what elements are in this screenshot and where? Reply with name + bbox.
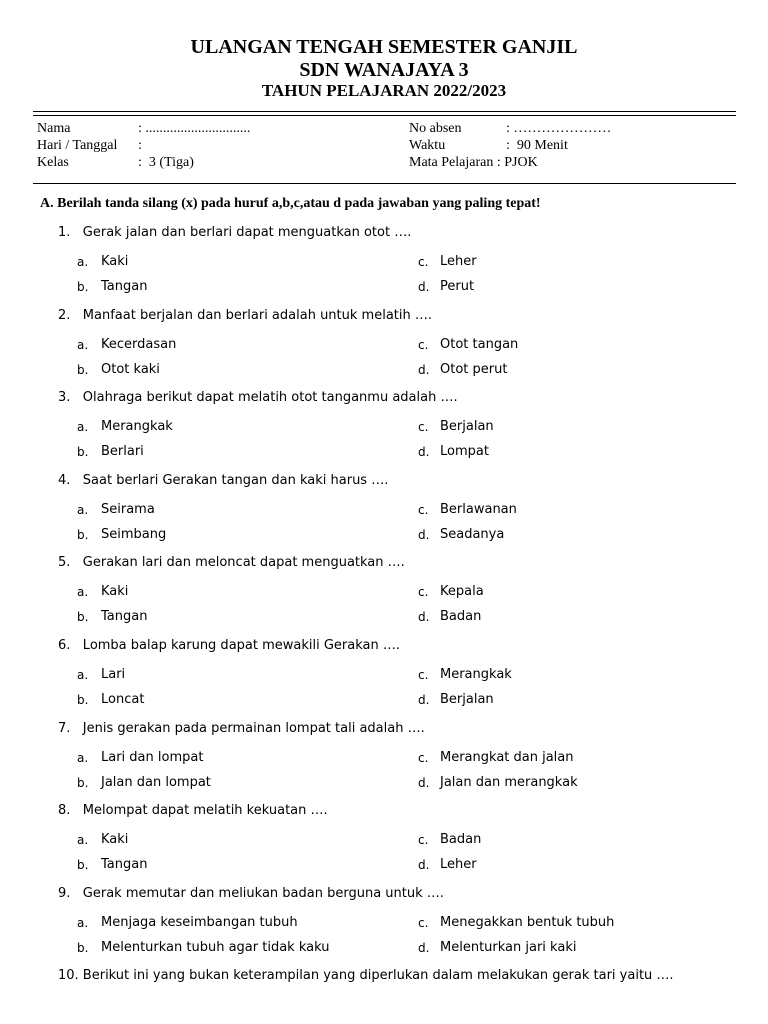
option-d[interactable]: Badan (440, 609, 482, 624)
header-divider-top (33, 111, 736, 112)
question-text: 9. Gerak memutar dan meliukan badan berguna untuk …. (58, 886, 444, 901)
option-b[interactable]: Jalan dan lompat (101, 775, 211, 790)
option-b[interactable]: Tangan (101, 279, 148, 294)
option-letter-b[interactable]: b. (77, 528, 89, 542)
option-letter-b[interactable]: b. (77, 693, 89, 707)
option-b[interactable]: Otot kaki (101, 362, 160, 377)
nama-field[interactable]: : .............................. (138, 121, 251, 136)
question-text: 7. Jenis gerakan pada permainan lompat tali adalah …. (58, 721, 425, 736)
option-b[interactable]: Berlari (101, 444, 144, 459)
option-letter-d[interactable]: d. (418, 280, 430, 294)
academic-year: TAHUN PELAJARAN 2022/2023 (261, 81, 507, 100)
option-letter-b[interactable]: b. (77, 858, 89, 872)
option-letter-b[interactable]: b. (77, 445, 89, 459)
waktu-value: : 90 Menit (506, 138, 568, 153)
question-text: 8. Melompat dapat melatih kekuatan …. (58, 803, 328, 818)
option-letter-c[interactable]: c. (418, 503, 429, 517)
option-letter-b[interactable]: b. (77, 363, 89, 377)
school-name: SDN WANAJAYA 3 (299, 59, 469, 81)
option-d[interactable]: Melenturkan jari kaki (440, 940, 577, 955)
nama-label: Nama (37, 121, 71, 136)
option-b[interactable]: Seimbang (101, 527, 167, 542)
question-text: 3. Olahraga berikut dapat melatih otot tanganmu adalah …. (58, 390, 458, 405)
section-a-instruction: A. Berilah tanda silang (x) pada huruf a,b,c,atau d pada jawaban yang paling tepat! (40, 196, 541, 211)
option-a[interactable]: Lari dan lompat (101, 750, 204, 765)
option-letter-b[interactable]: b. (77, 941, 89, 955)
option-b[interactable]: Tangan (101, 857, 148, 872)
option-letter-c[interactable]: c. (418, 255, 429, 269)
option-letter-a[interactable]: a. (77, 255, 89, 269)
hari-tanggal-field[interactable]: : (138, 138, 142, 153)
option-a[interactable]: Kaki (101, 584, 129, 599)
question-text: 6. Lomba balap karung dapat mewakili Gerakan …. (58, 638, 401, 653)
option-letter-c[interactable]: c. (418, 751, 429, 765)
option-c[interactable]: Otot tangan (440, 337, 519, 352)
question-text: 5. Gerakan lari dan meloncat dapat menguatkan …. (58, 555, 405, 570)
no-absen-label: No absen (409, 121, 462, 136)
no-absen-field[interactable]: : ………………… (506, 121, 612, 136)
option-a[interactable]: Menjaga keseimbangan tubuh (101, 915, 298, 930)
option-letter-d[interactable]: d. (418, 363, 430, 377)
option-letter-d[interactable]: d. (418, 528, 430, 542)
option-c[interactable]: Berlawanan (440, 502, 517, 517)
option-letter-a[interactable]: a. (77, 503, 89, 517)
option-d[interactable]: Seadanya (440, 527, 505, 542)
hari-tanggal-label: Hari / Tanggal (37, 138, 118, 153)
option-letter-d[interactable]: d. (418, 941, 430, 955)
option-letter-c[interactable]: c. (418, 585, 429, 599)
option-a[interactable]: Kaki (101, 254, 129, 269)
option-d[interactable]: Berjalan (440, 692, 494, 707)
option-letter-d[interactable]: d. (418, 693, 430, 707)
option-c[interactable]: Merangkak (440, 667, 512, 682)
option-letter-a[interactable]: a. (77, 338, 89, 352)
mata-pelajaran: Mata Pelajaran : PJOK (409, 155, 538, 170)
option-letter-d[interactable]: d. (418, 858, 430, 872)
option-letter-b[interactable]: b. (77, 610, 89, 624)
option-letter-c[interactable]: c. (418, 420, 429, 434)
option-b[interactable]: Melenturkan tubuh agar tidak kaku (101, 940, 330, 955)
kelas-value: : 3 (Tiga) (138, 155, 194, 170)
option-letter-d[interactable]: d. (418, 776, 430, 790)
question-text: 1. Gerak jalan dan berlari dapat menguatkan otot …. (58, 225, 412, 240)
question-text: 2. Manfaat berjalan dan berlari adalah untuk melatih …. (58, 308, 432, 323)
option-b[interactable]: Loncat (101, 692, 145, 707)
option-c[interactable]: Badan (440, 832, 482, 847)
option-d[interactable]: Jalan dan merangkak (440, 775, 578, 790)
option-d[interactable]: Otot perut (440, 362, 508, 377)
option-letter-b[interactable]: b. (77, 280, 89, 294)
option-letter-d[interactable]: d. (418, 610, 430, 624)
option-a[interactable]: Merangkak (101, 419, 173, 434)
option-d[interactable]: Lompat (440, 444, 489, 459)
option-letter-d[interactable]: d. (418, 445, 430, 459)
option-c[interactable]: Menegakkan bentuk tubuh (440, 915, 615, 930)
option-c[interactable]: Leher (440, 254, 477, 269)
option-letter-c[interactable]: c. (418, 916, 429, 930)
option-letter-a[interactable]: a. (77, 668, 89, 682)
option-letter-a[interactable]: a. (77, 420, 89, 434)
option-a[interactable]: Lari (101, 667, 126, 682)
option-a[interactable]: Kecerdasan (101, 337, 177, 352)
option-letter-a[interactable]: a. (77, 585, 89, 599)
option-a[interactable]: Seirama (101, 502, 155, 517)
option-letter-b[interactable]: b. (77, 776, 89, 790)
option-d[interactable]: Perut (440, 279, 475, 294)
option-letter-c[interactable]: c. (418, 338, 429, 352)
option-b[interactable]: Tangan (101, 609, 148, 624)
option-letter-a[interactable]: a. (77, 833, 89, 847)
option-letter-a[interactable]: a. (77, 916, 89, 930)
option-d[interactable]: Leher (440, 857, 477, 872)
option-c[interactable]: Merangkat dan jalan (440, 750, 574, 765)
waktu-label: Waktu (409, 138, 446, 153)
option-letter-c[interactable]: c. (418, 668, 429, 682)
option-letter-c[interactable]: c. (418, 833, 429, 847)
kelas-label: Kelas (37, 155, 69, 170)
option-letter-a[interactable]: a. (77, 751, 89, 765)
question-text: 10. Berikut ini yang bukan keterampilan yang diperlukan dalam melakukan gerak tari yaitu …. (58, 968, 674, 983)
option-a[interactable]: Kaki (101, 832, 129, 847)
identity-divider (33, 183, 736, 184)
exam-title: ULANGAN TENGAH SEMESTER GANJIL (190, 36, 578, 58)
option-c[interactable]: Kepala (440, 584, 484, 599)
option-c[interactable]: Berjalan (440, 419, 494, 434)
question-text: 4. Saat berlari Gerakan tangan dan kaki harus …. (58, 473, 389, 488)
header-divider-bottom (33, 115, 736, 116)
